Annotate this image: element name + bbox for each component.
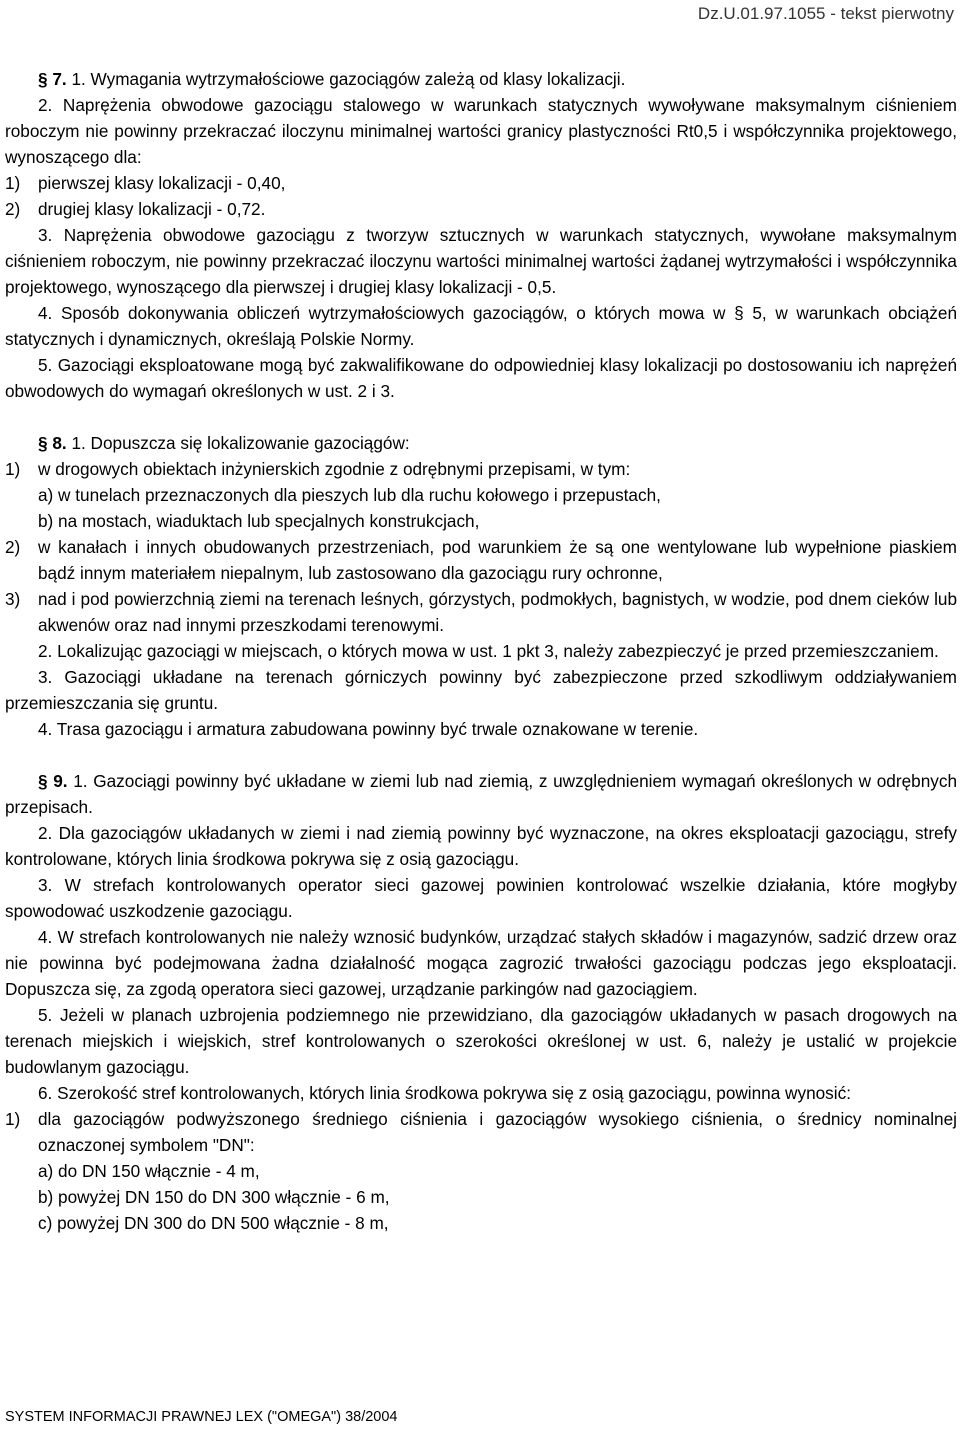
section-mark: § 8.	[38, 433, 67, 453]
list-item-number: 1)	[5, 173, 21, 193]
section-8-paragraph-3: 3. Gazociągi układane na terenach górniczych powinny być zabezpieczone przed szkodliwym oddziaływaniem przemieszczania się gruntu.	[5, 667, 957, 713]
list-item	[5, 1106, 957, 1158]
section-9-paragraph-3: 3. W strefach kontrolowanych operator sieci gazowej powinien kontrolować wszelkie działania, które mogłyby spowodować uszkodzenie gazociągu.	[5, 875, 957, 921]
sub-list-item: a) do DN 150 włącznie - 4 m,	[38, 1161, 260, 1181]
section-7-paragraph-3: 3. Naprężenia obwodowe gazociągu z tworzyw sztucznych w warunkach statycznych, wywołane maksymalnym ciśnieniem roboczym, nie powinny przekraczać iloczynu wartości minimalnej wartości żądanej wytrzymałości i współczynnika projektowego, wynoszącego dla pierwszej i drugiej klasy lokalizacji - 0,5.	[5, 225, 957, 297]
section-9-paragraph-4: 4. W strefach kontrolowanych nie należy wznosić budynków, urządzać stałych składów i magazynów, sadzić drzew oraz nie powinna być podejmowana żadna działalność mogąca zagrozić trwałości gazociągu podczas jego eksploatacji. Dopuszcza się, za zgodą operatora sieci gazowej, urządzanie parkingów nad gazociągiem.	[5, 927, 957, 999]
paragraph-text: 1. Gazociągi powinny być układane w ziemi lub nad ziemią, z uwzględnieniem wymagań określonych w odrębnych przepisach.	[5, 771, 958, 817]
list-item-text: dla gazociągów podwyższonego średniego ciśnienia i gazociągów wysokiego ciśnienia, o średnicy nominalnej oznaczonej symbolem "DN":	[38, 1109, 957, 1155]
list-item-text: drugiej klasy lokalizacji - 0,72.	[38, 199, 266, 219]
section-7-paragraph-2: 2. Naprężenia obwodowe gazociągu stalowego w warunkach statycznych wywoływane maksymalnym ciśnieniem roboczym nie powinny przekraczać iloczynu minimalnej wartości granicy plastyczności Rt0,5 i współczynnika projektowego, wynoszącego dla:	[5, 95, 957, 167]
list-item	[5, 534, 957, 586]
list-item	[5, 170, 957, 196]
list-item-text: pierwszej klasy lokalizacji - 0,40,	[38, 173, 286, 193]
section-spacer	[5, 404, 957, 430]
section-8-paragraph-1	[5, 430, 957, 456]
list-item	[5, 456, 957, 482]
section-8-paragraph-4: 4. Trasa gazociągu i armatura zabudowana powinny być trwale oznakowane w terenie.	[38, 719, 699, 739]
document-id-header: Dz.U.01.97.1055 - tekst pierwotny	[697, 4, 954, 23]
paragraph-text: 1. Dopuszcza się lokalizowanie gazociągów:	[71, 433, 410, 453]
sub-list-item: b) powyżej DN 150 do DN 300 włącznie - 6 m,	[38, 1187, 390, 1207]
sub-list-item: b) na mostach, wiaduktach lub specjalnych konstrukcjach,	[38, 511, 480, 531]
section-9-paragraph-5: 5. Jeżeli w planach uzbrojenia podziemnego nie przewidziano, dla gazociągów układanych w pasach drogowych na terenach miejskich i wiejskich, stref kontrolowanych o szerokości określonej w ust. 6, należy je ustalić w projekcie budowlanym gazociągu.	[5, 1005, 957, 1077]
section-7-paragraph-4: 4. Sposób dokonywania obliczeń wytrzymałościowych gazociągów, o których mowa w § 5, w warunkach obciążeń statycznych i dynamicznych, określają Polskie Normy.	[5, 303, 957, 349]
list-item	[5, 196, 957, 222]
section-mark: § 7.	[38, 69, 67, 89]
section-8-paragraph-2: 2. Lokalizując gazociągi w miejscach, o których mowa w ust. 1 pkt 3, należy zabezpieczyć je przed przemieszczaniem.	[38, 641, 939, 661]
section-9-paragraph-2: 2. Dla gazociągów układanych w ziemi i nad ziemią powinny być wyznaczone, na okres eksploatacji gazociągu, strefy kontrolowane, których linia środkowa pokrywa się z osią gazociągu.	[5, 823, 957, 869]
list-item	[5, 586, 957, 638]
footer-source-line: SYSTEM INFORMACJI PRAWNEJ LEX ("OMEGA") 38/2004	[5, 1409, 398, 1425]
list-item-number: 2)	[5, 537, 21, 557]
list-item-text: w drogowych obiektach inżynierskich zgodnie z odrębnymi przepisami, w tym:	[38, 459, 631, 479]
section-mark: § 9.	[38, 771, 68, 791]
section-9-paragraph-1	[5, 768, 957, 820]
section-7-paragraph-5: 5. Gazociągi eksploatowane mogą być zakwalifikowane do odpowiedniej klasy lokalizacji po dostosowaniu ich naprężeń obwodowych do wymagań określonych w ust. 2 i 3.	[5, 355, 957, 401]
list-item-number: 1)	[5, 1109, 21, 1129]
sub-list-item: c) powyżej DN 300 do DN 500 włącznie - 8 m,	[38, 1213, 389, 1233]
list-item-text: nad i pod powierzchnią ziemi na terenach leśnych, górzystych, podmokłych, bagnistych, w wodzie, pod dnem cieków lub akwenów oraz nad innymi przeszkodami terenowymi.	[38, 589, 957, 635]
section-9-paragraph-6: 6. Szerokość stref kontrolowanych, których linia środkowa pokrywa się z osią gazociągu, powinna wynosić:	[38, 1083, 851, 1103]
document-body	[5, 66, 957, 1236]
section-spacer	[5, 742, 957, 768]
list-item-text: w kanałach i innych obudowanych przestrzeniach, pod warunkiem że są one wentylowane lub wypełnione piaskiem bądź innym materiałem niepalnym, lub zastosowano dla gazociągu rury ochronne,	[38, 537, 957, 583]
section-7-paragraph-1	[5, 66, 957, 92]
list-item-number: 3)	[5, 589, 21, 609]
sub-list-item: a) w tunelach przeznaczonych dla pieszych lub dla ruchu kołowego i przepustach,	[38, 485, 661, 505]
list-item-number: 2)	[5, 199, 21, 219]
list-item-number: 1)	[5, 459, 21, 479]
paragraph-text: 1. Wymagania wytrzymałościowe gazociągów zależą od klasy lokalizacji.	[71, 69, 626, 89]
